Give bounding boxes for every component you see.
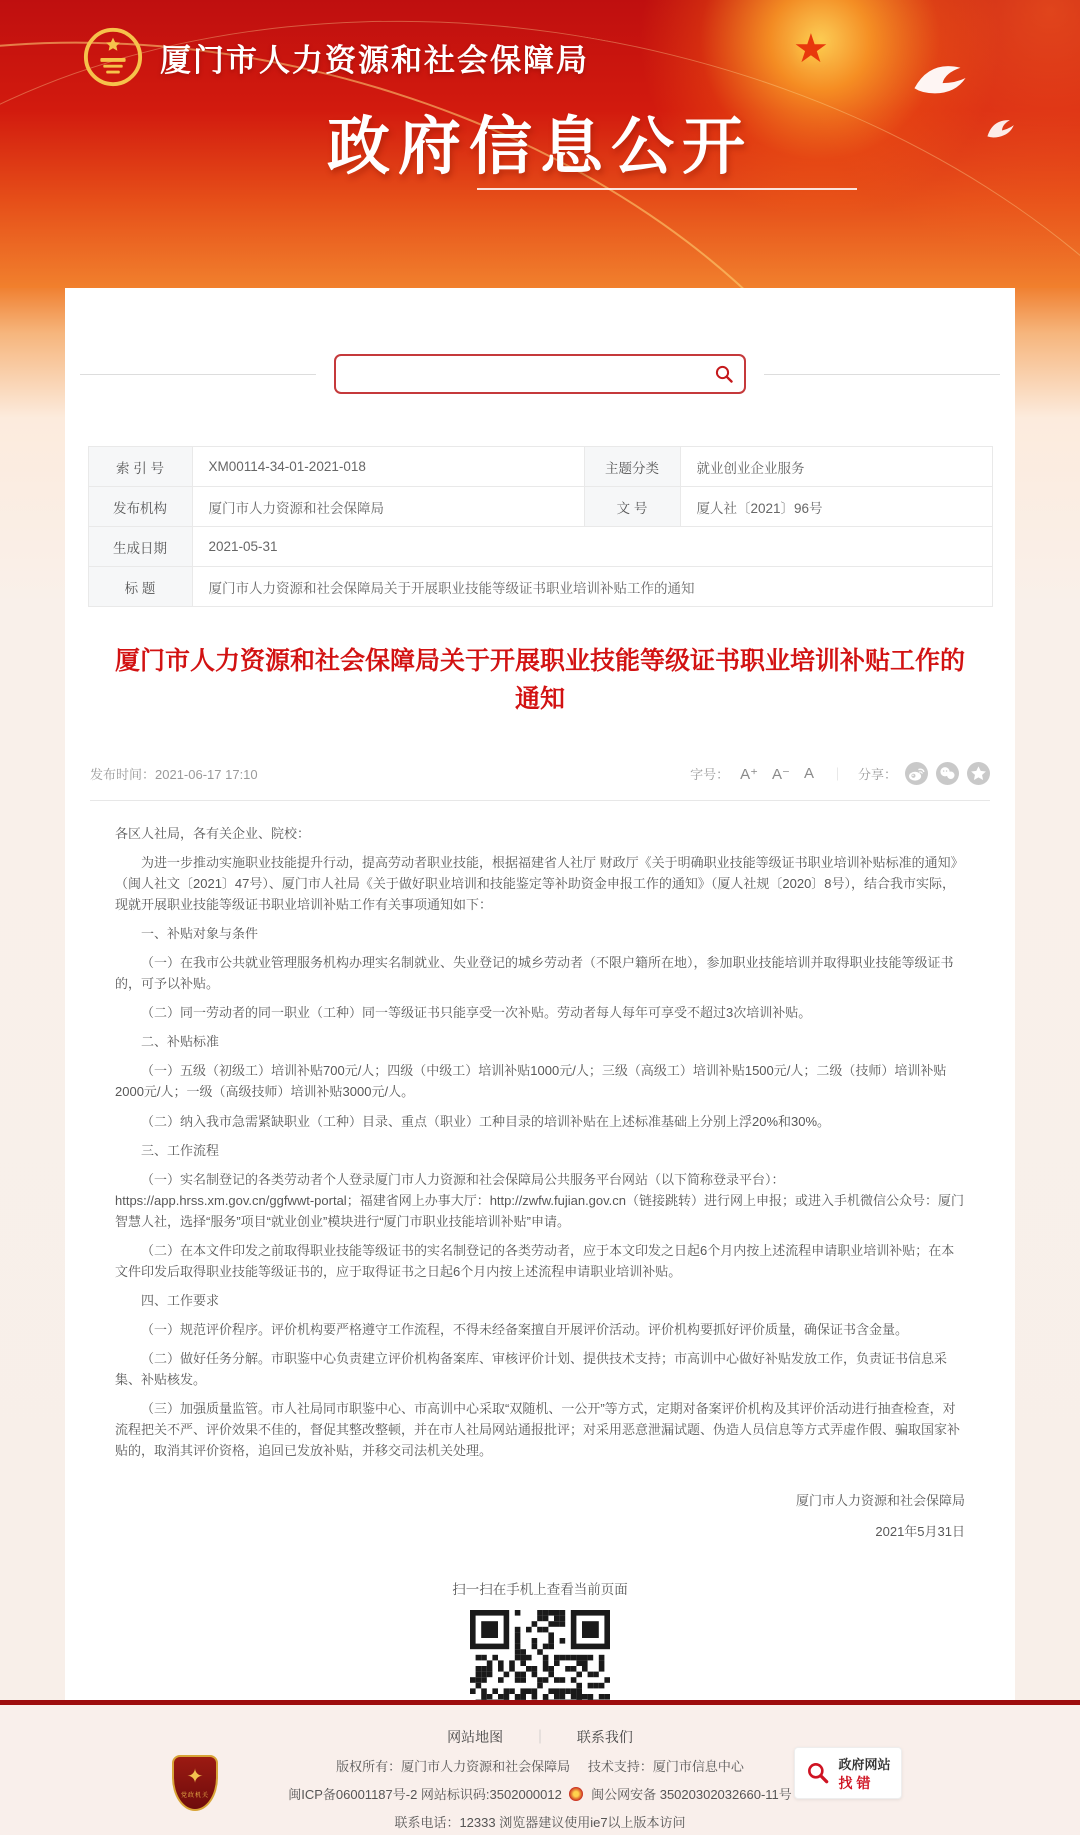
star-icon	[967, 762, 990, 785]
signature-org: 厦门市人力资源和社会保障局	[795, 1493, 965, 1509]
qr-code	[470, 1610, 610, 1700]
table-row	[88, 487, 992, 527]
divider: ｜	[533, 1729, 547, 1745]
qr-section	[65, 1578, 1015, 1700]
content-area	[0, 288, 1080, 1700]
table-row	[88, 527, 992, 567]
info-value: XM00114-34-01-2021-018	[192, 447, 584, 487]
paragraph: （一）在我市公共就业管理服务机构办理实名制就业、失业登记的城乡劳动者（不限户籍所在地），参加职业技能培训并取得职业技能等级证书的，可予以补贴。	[115, 955, 954, 992]
paragraph: （三）加强质量监管。市人社局同市职鉴中心、市高训中心采取“双随机、一公开”等方式，定期对备案评价机构及其评价活动进行抽查检查，对流程把关不严、评价效果不佳的，督促其整改整顿，并在市人社局网站通报批评；对采用恶意泄漏试题、伪造人员信息等方式弄虚作假、骗取国家补贴的，取消其评价资格，追回已发放补贴，并移交司法机关处理。	[115, 1401, 961, 1459]
divider: ｜	[830, 767, 844, 782]
greeting: 各区人社局，各有关企业、院校：	[115, 826, 311, 841]
website-error-report-badge[interactable]	[794, 1747, 902, 1799]
site-brand	[82, 26, 589, 88]
info-label: 生成日期	[88, 527, 192, 567]
paragraph: （一）五级（初级工）培训补贴700元/人；四级（中级工）培训补贴1000元/人；三级（高级工）培训补贴1500元/人；二级（技师）培训补贴2000元/人；一级（高级技师）培训补贴3000元/人。	[115, 1063, 947, 1100]
info-value: 2021-05-31	[192, 527, 992, 567]
copyright-line	[0, 1756, 1080, 1775]
font-increase-button[interactable]: A⁺	[737, 765, 761, 783]
meta-controls	[690, 762, 990, 785]
font-reset-button[interactable]: A	[801, 765, 817, 782]
paragraph: （一）实名制登记的各类劳动者个人登录厦门市人力资源和社会保障局公共服务平台网站（以下简称登录平台）：https://app.hrss.xm.gov.cn/ggfwwt-portal；福建省网上办事大厅：http://zwfw.fujian.gov.cn（链接跳转）进行网上申报；或进入手机微信公众号：厦门智慧人社，选择“服务”项目“就业创业”模块进行“厦门市职业技能培训补贴”申请。	[115, 1171, 965, 1229]
tech-support-text: 技术支持：厦门市信息中心	[587, 1759, 744, 1774]
page-banner-title: 政府信息公开	[327, 112, 753, 182]
shield-label: 党政机关	[180, 1793, 209, 1799]
font-size-label: 字号：	[690, 767, 730, 782]
paragraph: （一）规范评价程序。评价机构要严格遵守工作流程，不得未经备案擅自开展评价活动。评价机构要抓好评价质量，确保证书含金量。	[141, 1321, 909, 1337]
public-security-badge-icon	[569, 1787, 583, 1801]
security-text: 闽公网安备 35020302032660-11号	[591, 1787, 792, 1802]
signature-block	[115, 1485, 965, 1547]
search-input[interactable]	[350, 359, 714, 389]
site-header	[0, 0, 1080, 288]
share-label: 分享：	[857, 767, 897, 782]
info-label: 主题分类	[584, 447, 680, 487]
search-icon	[714, 364, 734, 384]
contact-us-link[interactable]: 联系我们	[576, 1729, 633, 1745]
info-value: 厦人社〔2021〕96号	[680, 487, 992, 527]
article-meta-bar	[90, 748, 990, 801]
table-row	[88, 567, 992, 607]
banner-underline	[477, 188, 857, 190]
magnifier-icon	[805, 1760, 831, 1786]
info-value: 就业创业企业服务	[680, 447, 992, 487]
article-body	[115, 823, 965, 1461]
info-label: 文 号	[584, 487, 680, 527]
paragraph: （二）同一劳动者的同一职业（工种）同一等级证书只能享受一次补贴。劳动者每人每年可享受不超过3次培训补贴。	[141, 1005, 812, 1021]
article-title: 厦门市人力资源和社会保障局关于开展职业技能等级证书职业培训补贴工作的通知	[114, 647, 965, 713]
section-heading: 三、工作流程	[141, 1142, 220, 1158]
section-heading: 二、补贴标准	[141, 1034, 220, 1050]
share-qzone-button[interactable]	[967, 762, 990, 785]
search-section	[65, 354, 1015, 394]
wechat-icon	[936, 762, 959, 785]
signature-date: 2021年5月31日	[875, 1524, 965, 1540]
section-heading: 一、补贴对象与条件	[141, 926, 259, 942]
icp-text: 闽ICP备06001187号-2 网站标识码:3502000012	[288, 1787, 562, 1802]
paragraph: （二）纳入我市急需紧缺职业（工种）目录、重点（职业）工种目录的培训补贴在上述标准基础上分别上浮20%和30%。	[141, 1113, 831, 1129]
copyright-text: 版权所有：厦门市人力资源和社会保障局	[336, 1759, 571, 1774]
error-badge-subtitle: 找错	[838, 1774, 875, 1791]
share-wechat-button[interactable]	[936, 762, 959, 785]
paragraph: （二）在本文件印发之前取得职业技能等级证书的实名制登记的各类劳动者，应于本文印发之日起6个月内按上述流程申请职业培训补贴；在本文件印发后取得职业技能等级证书的，应于取得证书之日起6个月内按上述流程申请职业培训补贴。	[115, 1242, 955, 1279]
info-value: 厦门市人力资源和社会保障局	[192, 487, 584, 527]
font-decrease-button[interactable]: A⁻	[769, 765, 793, 783]
document-info-table	[88, 446, 993, 607]
qr-caption: 扫一扫在手机上查看当前页面	[452, 1581, 628, 1597]
weibo-icon	[905, 762, 928, 785]
star-icon: ★	[793, 27, 829, 71]
shield-emblem-icon: ✦	[186, 1766, 204, 1788]
search-box	[334, 354, 746, 394]
site-name: 厦门市人力资源和社会保障局	[160, 42, 589, 78]
sitemap-link[interactable]: 网站地图	[447, 1729, 504, 1745]
content-card	[65, 288, 1015, 1700]
share-weibo-button[interactable]	[905, 762, 928, 785]
footer-links	[0, 1727, 1080, 1747]
site-footer	[0, 1705, 1080, 1835]
info-value: 厦门市人力资源和社会保障局关于开展职业技能等级证书职业培训补贴工作的通知	[192, 567, 992, 607]
contact-line: 联系电话：12333 浏览器建议使用ie7以上版本访问	[394, 1815, 686, 1830]
info-label: 标 题	[88, 567, 192, 607]
paragraph: （二）做好任务分解。市职鉴中心负责建立评价机构备案库、审核评价计划、提供技术支持；市高训中心做好补贴发放工作，负责证书信息采集、补贴核发。	[115, 1350, 948, 1387]
paragraph: 为进一步推动实施职业技能提升行动，提高劳动者职业技能，根据福建省人社厅 财政厅《关于明确职业技能等级证书职业培训补贴标准的通知》（闽人社文〔2021〕47号）、厦门市人社局《关于做好职业培训和技能鉴定等补助资金申报工作的通知》（厦人社规〔2020〕8号），结合我市实际，现就开展职业技能等级证书职业培训补贴工作有关事项通知如下：	[115, 855, 964, 913]
info-label: 发布机构	[88, 487, 192, 527]
icp-line	[0, 1784, 1080, 1803]
info-label: 索 引 号	[88, 447, 192, 487]
table-row	[88, 447, 992, 487]
search-button[interactable]	[714, 364, 734, 384]
national-emblem-icon	[82, 26, 144, 88]
publish-time: 发布时间：2021-06-17 17:10	[90, 767, 258, 782]
error-badge-title: 政府网站	[838, 1756, 891, 1772]
divider	[80, 374, 316, 375]
dove-icon	[905, 55, 975, 101]
section-heading: 四、工作要求	[141, 1292, 220, 1308]
divider	[764, 374, 1000, 375]
